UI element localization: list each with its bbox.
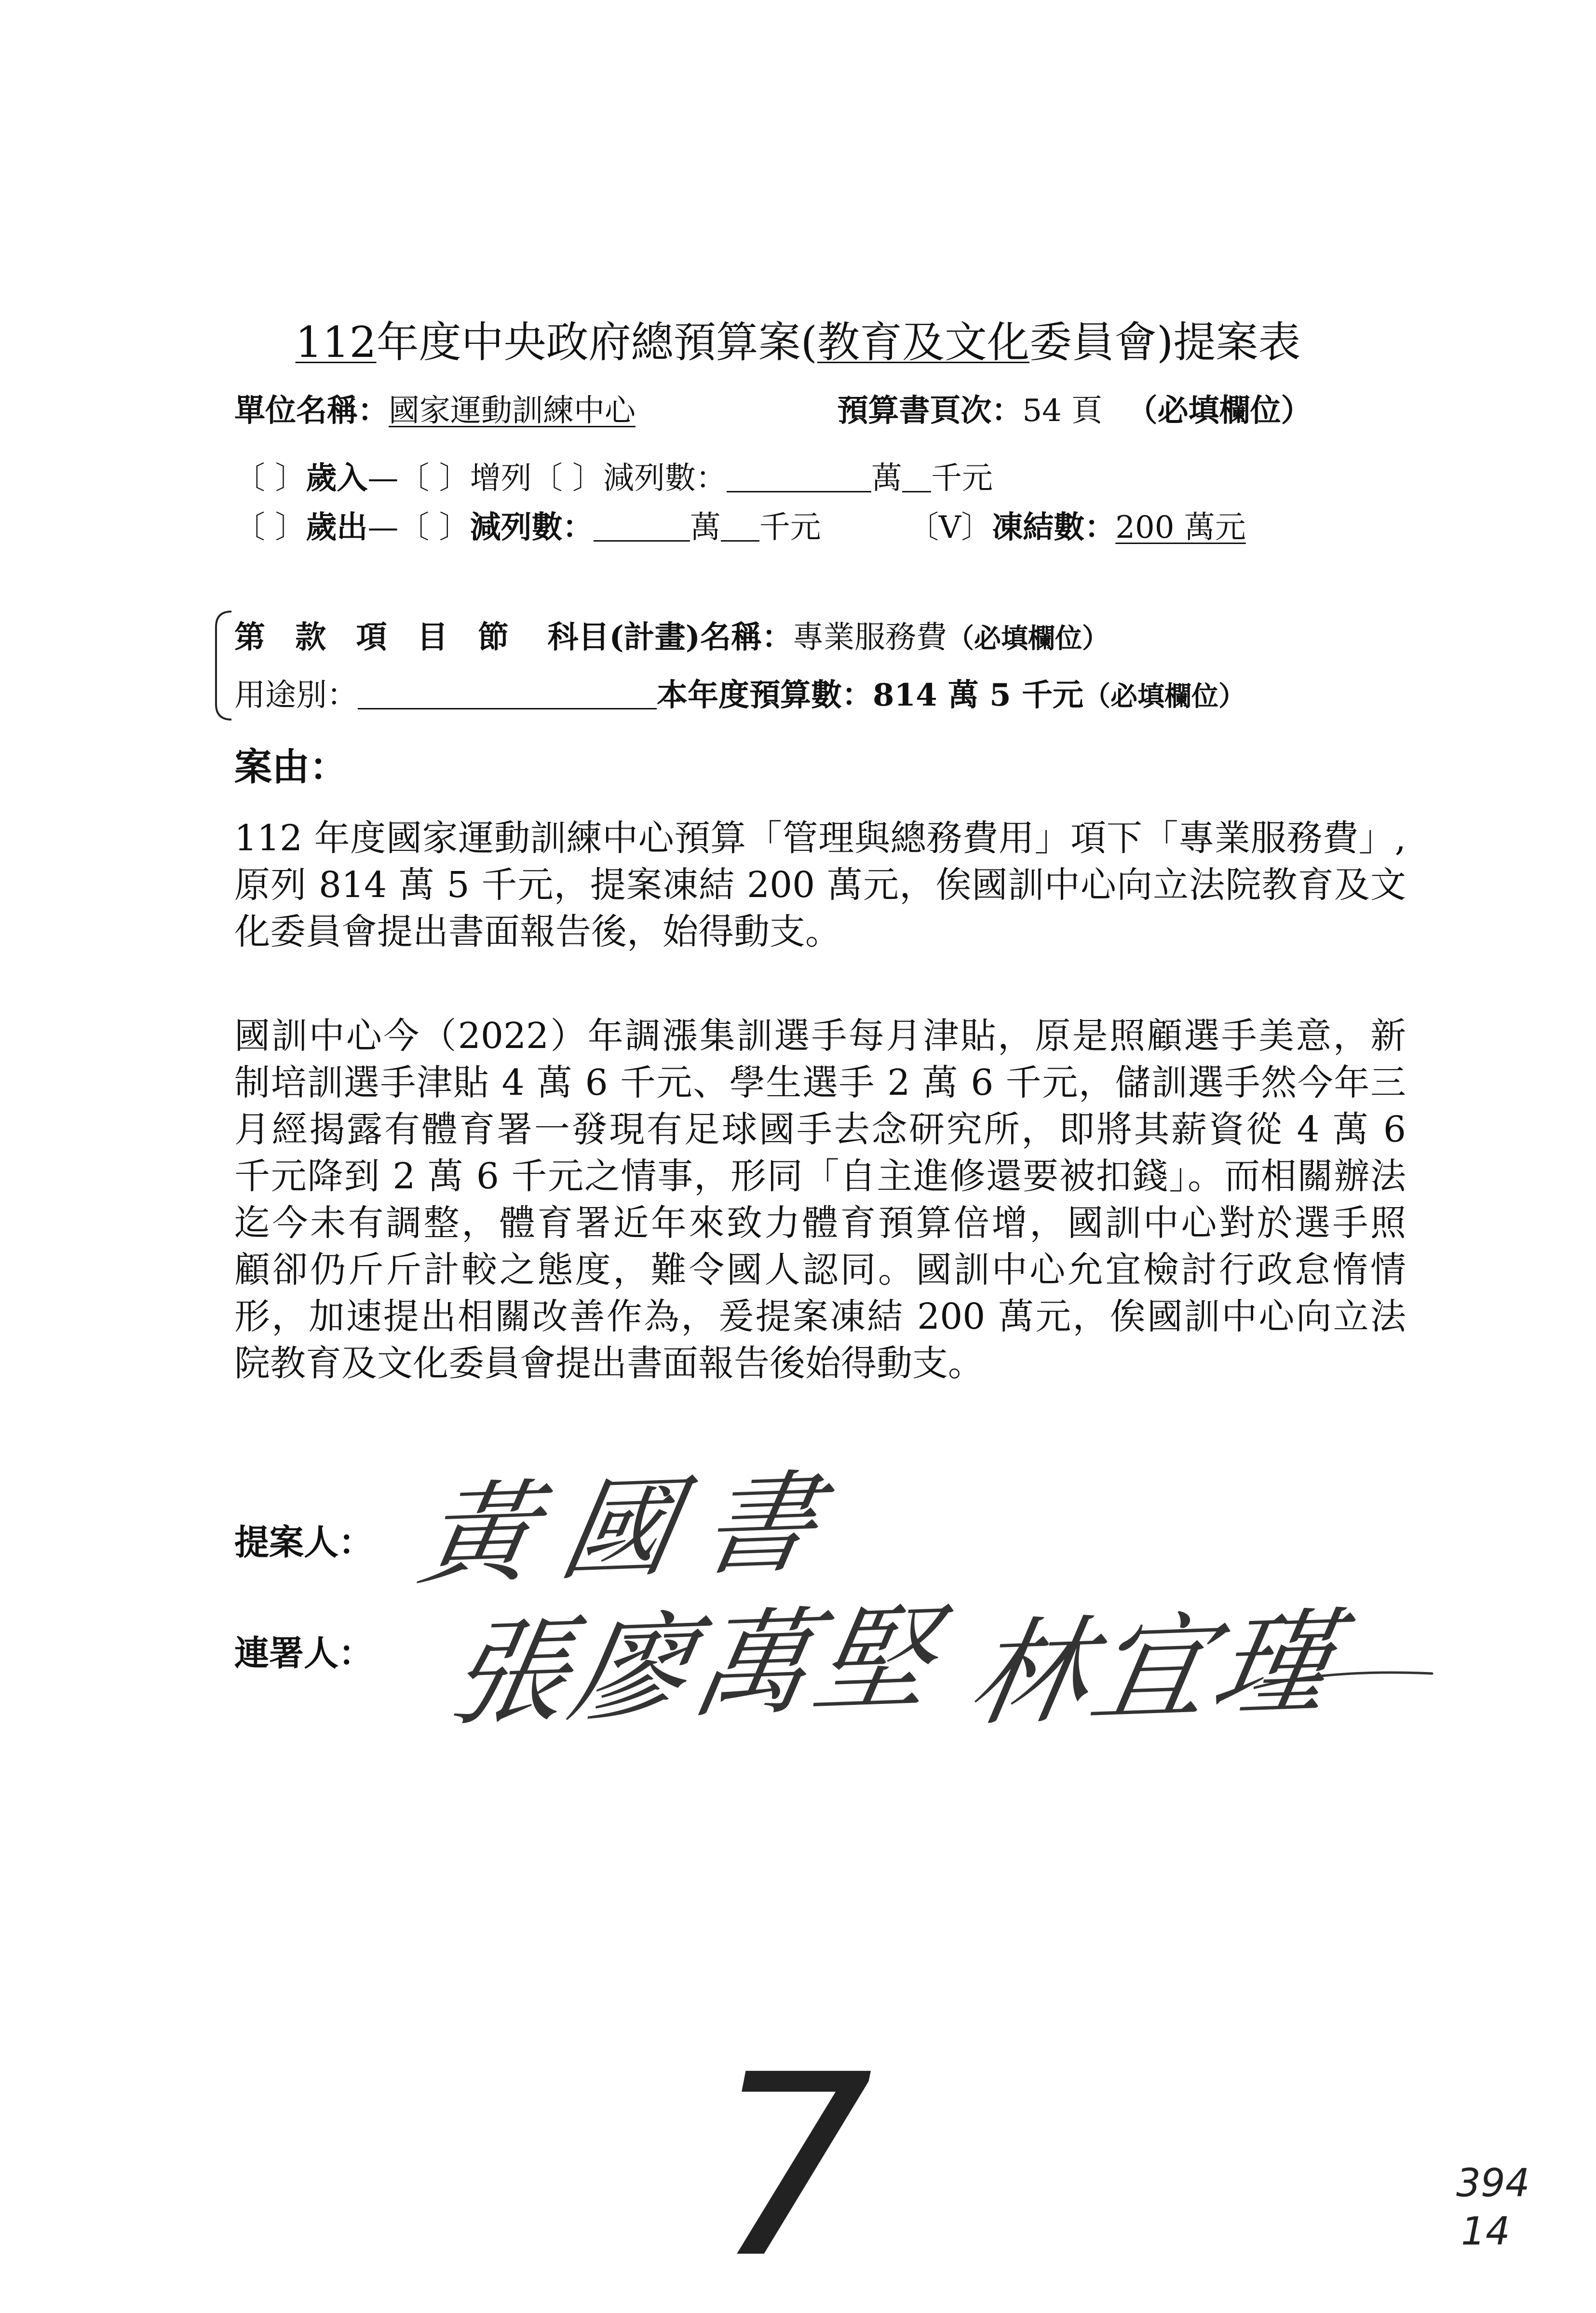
subject-label: 科目(計畫)名稱： bbox=[547, 619, 793, 655]
cosigner-label: 連署人： bbox=[234, 1633, 374, 1674]
text-line: 迄今未有調整，體育署近年來致力體育預算倍增，國訓中心對於選手照 bbox=[234, 1202, 1406, 1244]
freeze-checkbox: 〔V〕 bbox=[908, 510, 992, 545]
text-line: 化委員會提出書面報告後，始得動支。 bbox=[234, 911, 841, 952]
required-note: （必填欄位） bbox=[947, 623, 1109, 654]
title-committee: 教育及文化 bbox=[817, 317, 1029, 367]
cosigner-signature-1: 張廖萬堅 bbox=[439, 1591, 949, 1742]
text-line: 原列 814 萬 5 千元，提案凍結 200 萬元，俟國訓中心向立法院教育及文 bbox=[234, 864, 1406, 906]
reason-paragraph-2 bbox=[234, 1013, 1406, 1387]
revenue-row bbox=[234, 453, 993, 498]
reason-heading: 案由： bbox=[234, 745, 348, 789]
text-line: 形，加速提出相關改善作為，爰提案凍結 200 萬元，俟國訓中心向立法 bbox=[234, 1296, 1406, 1337]
cut-label: 減列數： bbox=[470, 509, 594, 545]
document-title bbox=[0, 309, 1596, 369]
cut-checkbox: 〔 〕 bbox=[531, 461, 604, 496]
title-year: 112 bbox=[295, 317, 377, 367]
required-note: （必填欄位） bbox=[1126, 393, 1312, 429]
revenue-checkbox: 〔 〕 bbox=[234, 461, 306, 496]
reason-paragraph-1 bbox=[234, 815, 1406, 955]
cut-label: 減列數： bbox=[603, 461, 727, 496]
budget-value: 814 萬 5 千元 bbox=[873, 677, 1083, 713]
usage-blank bbox=[358, 677, 657, 709]
signature-tail-stroke bbox=[1254, 1659, 1437, 1698]
item-levels: 第 款 項 目 節 bbox=[234, 619, 519, 655]
text-line: 制培訓選手津貼 4 萬 6 千元、學生選手 2 萬 6 千元，儲訓選手然今年三 bbox=[234, 1062, 1406, 1103]
subject-value: 專業服務費 bbox=[793, 620, 947, 655]
title-text-end: 委員會)提案表 bbox=[1029, 317, 1301, 367]
blank-field bbox=[594, 509, 690, 542]
page-value: 54 頁 bbox=[1022, 393, 1103, 429]
handwritten-number: 7 bbox=[714, 2021, 873, 2313]
handwritten-page-bottom: 14 bbox=[1461, 2209, 1510, 2254]
text-line: 月經揭露有體育署一發現有足球國手去念研究所，即將其薪資從 4 萬 6 bbox=[234, 1109, 1406, 1150]
brace-bracket bbox=[207, 608, 236, 723]
page-label: 預算書頁次： bbox=[837, 393, 1023, 429]
revenue-label: 歲入 bbox=[306, 460, 368, 496]
blank-field bbox=[902, 460, 931, 492]
expense-label: 歲出 bbox=[306, 509, 368, 545]
item-row bbox=[234, 612, 1109, 657]
dash: — bbox=[367, 461, 399, 496]
qian-unit: 千元 bbox=[931, 461, 993, 496]
add-checkbox: 〔 〕 bbox=[398, 461, 470, 496]
required-note: （必填欄位） bbox=[1083, 680, 1245, 712]
proposer-label: 提案人： bbox=[234, 1522, 374, 1563]
text-line: 院教育及文化委員會提出書面報告後始得動支。 bbox=[234, 1343, 984, 1384]
blank-field bbox=[727, 460, 871, 492]
freeze-label: 凍結數： bbox=[992, 509, 1116, 545]
text-line: 顧卻仍斤斤計較之態度，難令國人認同。國訓中心允宜檢討行政怠惰情 bbox=[234, 1249, 1406, 1291]
expense-row bbox=[234, 503, 1246, 547]
blank-field bbox=[721, 509, 759, 542]
budget-label: 本年度預算數： bbox=[657, 677, 873, 713]
unit-row bbox=[234, 386, 1312, 430]
text-line: 112 年度國家運動訓練中心預算「管理與總務費用」項下「專業服務費」, bbox=[234, 817, 1406, 859]
add-label: 增列 bbox=[470, 461, 532, 496]
title-text: 年度中央政府總預算案( bbox=[376, 317, 817, 367]
handwritten-page-top: 394 bbox=[1456, 2161, 1530, 2205]
wan-unit: 萬 bbox=[690, 510, 721, 545]
text-line: 國訓中心今（2022）年調漲集訓選手每月津貼，原是照顧選手美意，新 bbox=[234, 1015, 1406, 1057]
wan-unit: 萬 bbox=[871, 461, 903, 496]
proposer-signature: 黃國書 bbox=[411, 1457, 856, 1601]
cosigner-signature-2: 林宜瑾 bbox=[960, 1594, 1349, 1742]
dash: — bbox=[367, 510, 399, 545]
text-line: 千元降到 2 萬 6 千元之情事，形同「自主進修還要被扣錢」。而相關辦法 bbox=[234, 1156, 1406, 1197]
usage-label: 用途別： bbox=[234, 678, 358, 713]
expense-checkbox: 〔 〕 bbox=[234, 510, 306, 545]
usage-row bbox=[234, 670, 1245, 715]
unit-label: 單位名稱： bbox=[234, 393, 389, 429]
cut-checkbox: 〔 〕 bbox=[398, 510, 470, 545]
freeze-value: 200 萬元 bbox=[1115, 510, 1246, 545]
qian-unit: 千元 bbox=[759, 510, 821, 545]
unit-value: 國家運動訓練中心 bbox=[389, 393, 636, 429]
